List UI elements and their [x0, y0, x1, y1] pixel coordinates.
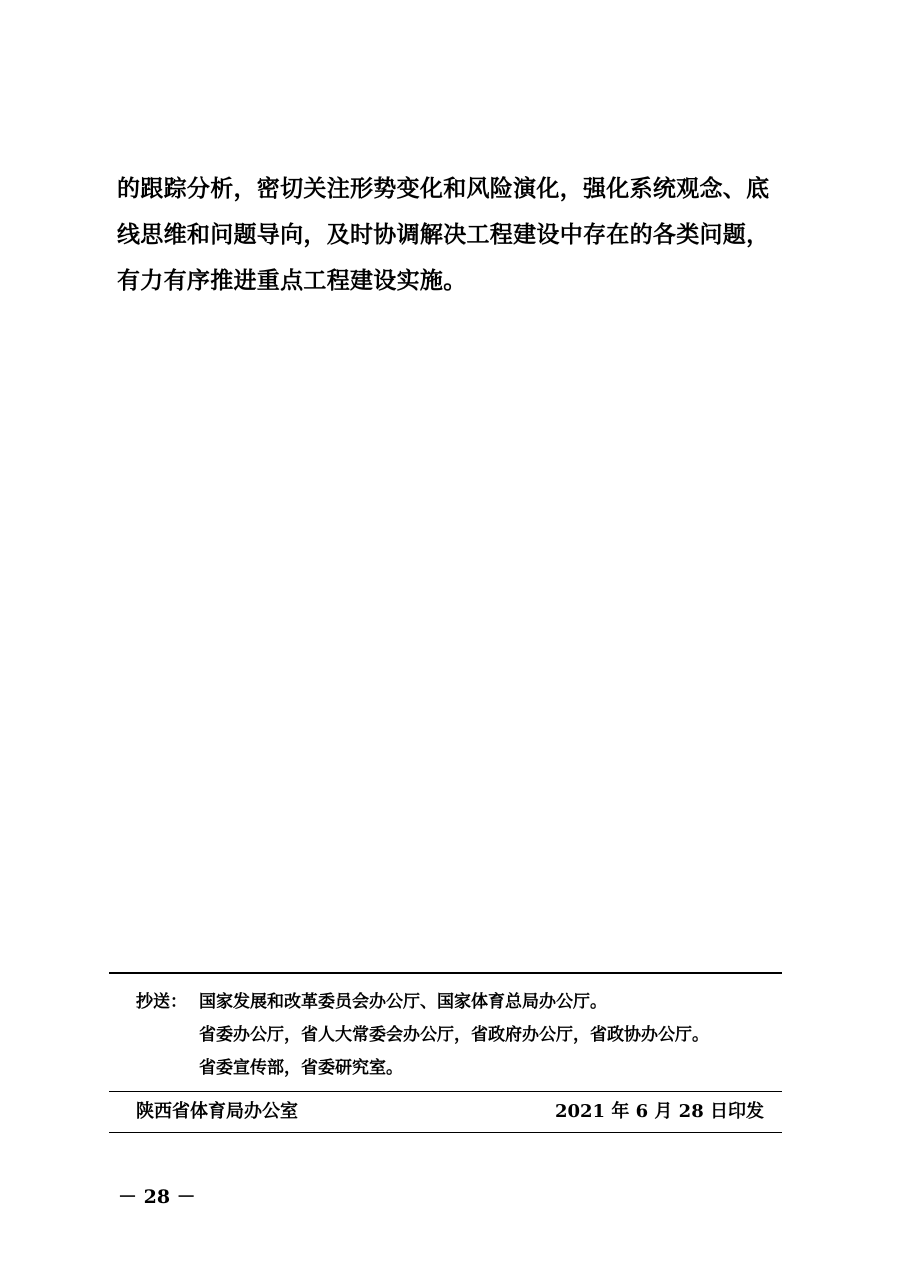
- body-line: 线思维和问题导向，及时协调解决工程建设中存在的各类问题，: [117, 221, 770, 248]
- issue-date: 2021 年 6 月 28 日印发: [554, 1101, 764, 1122]
- issue-row: [109, 1092, 782, 1132]
- issuing-office: 陕西省体育局办公室: [136, 1101, 298, 1122]
- cc-recipient-line: 省委办公厅，省人大常委会办公厅，省政府办公厅，省政协办公厅。: [199, 1025, 709, 1045]
- body-line: 有力有序推进重点工程建设实施。: [117, 267, 467, 294]
- cc-section: [109, 974, 782, 1091]
- footer-bottom-rule: [109, 1132, 782, 1133]
- document-footer: [109, 972, 782, 1133]
- body-paragraph: [117, 166, 789, 304]
- body-line: 的跟踪分析，密切关注形势变化和风险演化，强化系统观念、底: [117, 175, 770, 202]
- cc-label: 抄送：: [136, 992, 187, 1012]
- cc-recipient-line: 国家发展和改革委员会办公厅、国家体育总局办公厅。: [199, 992, 607, 1012]
- page-number: － 28 －: [118, 1186, 196, 1208]
- cc-recipient-line: 省委宣传部，省委研究室。: [199, 1058, 403, 1078]
